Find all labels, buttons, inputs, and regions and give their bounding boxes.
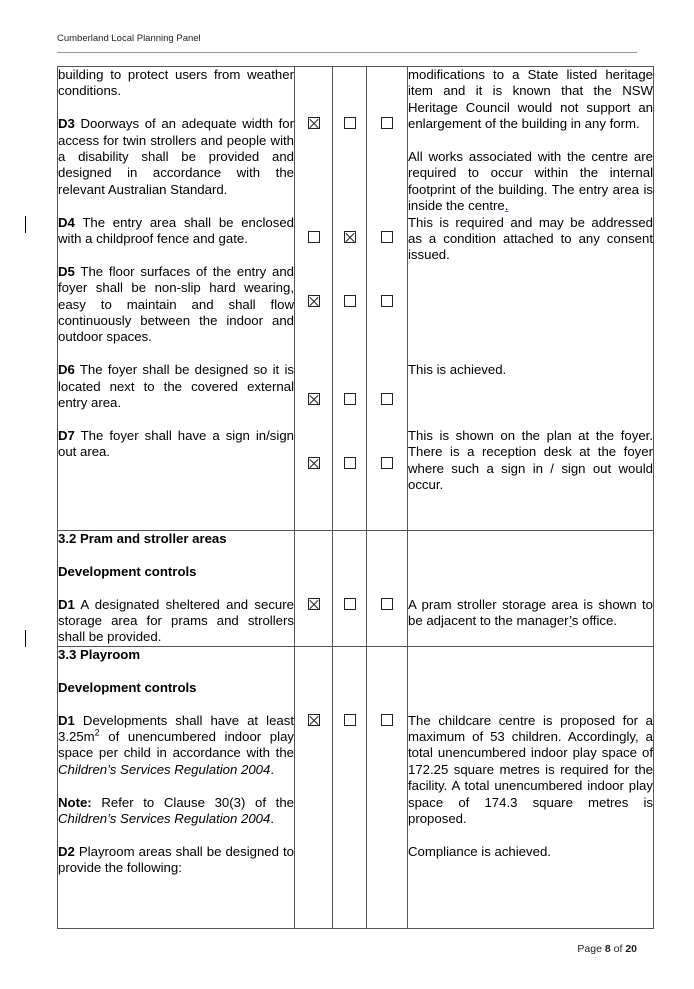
revision-bar [25,216,26,233]
no-column [333,67,367,531]
control-d6: D6 The foyer shall be designed so it is located next to the covered external entry area. [58,362,294,411]
control-d4: D4 The entry area shall be enclosed with a childproof fence and gate. [58,214,294,247]
checkbox[interactable] [381,231,393,243]
comment-compliance: Compliance is achieved. [408,843,551,859]
checkbox-checked[interactable] [308,598,320,610]
checkbox[interactable] [308,231,320,243]
section-subheading: Development controls [58,563,197,579]
requirement-cell [58,67,295,531]
checkbox-checked[interactable] [344,231,356,243]
comment-cell [408,67,654,531]
checkbox-checked[interactable] [308,393,320,405]
control-d2: D2 Playroom areas shall be designed to provide the following: [58,843,294,876]
requirement-cell [58,647,295,929]
comment-heritage: modifications to a State listed heritage item and it is known that the NSW Heritage Council would not support an enlargement of the building in any form. [408,67,653,132]
no-column [333,531,367,647]
comment-d7: This is shown on the plan at the foyer. There is a reception desk at the foyer where such a sign in / sign out would occur. [408,427,653,492]
control-d3: D3 Doorways of an adequate width for access for twin strollers and people with a disability shall be provided and designed in accordance with the relevant Australian Standard. [58,116,294,197]
section-subheading: Development controls [58,679,197,695]
yes-column [295,647,333,929]
revision-bar [25,630,26,647]
section-heading: 3.2 Pram and stroller areas [58,531,227,546]
checkbox[interactable] [344,598,356,610]
checkbox[interactable] [381,295,393,307]
checkbox-checked[interactable] [308,295,320,307]
checkbox[interactable] [381,117,393,129]
no-column [333,647,367,929]
comment-play-space: The childcare centre is proposed for a maximum of 53 children. Accordingly, a total unencumbered indoor play space of 172.25 square metres is required for the facility. A total unencumbered indoor play space of 174.3 square metres is proposed. [408,712,653,826]
na-column [367,67,408,531]
req-intro: building to protect users from weather conditions. [58,67,294,99]
comment-d4: This is required and may be addressed as a condition attached to any consent issued. [408,214,653,263]
page-header: Cumberland Local Planning Panel [57,33,201,44]
na-column [367,647,408,929]
section-heading: 3.3 Playroom [58,647,141,662]
checkbox-checked[interactable] [308,457,320,469]
checkbox-checked[interactable] [308,714,320,726]
checkbox[interactable] [344,714,356,726]
comment-internal-footprint: All works associated with the centre are required to occur within the internal footprint of the building. The entry area is inside the centre. [408,149,653,214]
checkbox[interactable] [381,393,393,405]
checkbox[interactable] [381,714,393,726]
table-row [58,67,654,531]
comment-cell [408,531,654,647]
checkbox[interactable] [381,598,393,610]
checkbox-checked[interactable] [308,117,320,129]
checkbox[interactable] [344,295,356,307]
comment-pram-storage: A pram stroller storage area is shown to be adjacent to the manager’s office. [408,596,653,628]
checkbox[interactable] [344,117,356,129]
note: Note: Refer to Clause 30(3) of the Children’s Services Regulation 2004. [58,794,294,827]
table-row [58,531,654,647]
yes-column [295,67,333,531]
checkbox[interactable] [381,457,393,469]
requirement-cell [58,531,295,647]
checkbox[interactable] [344,393,356,405]
control-d1: D1 Developments shall have at least $3.25m^2$ of unencumbered indoor play space per child in accordance with the Children’s Services Regulation 2004. [58,712,294,777]
yes-column [295,531,333,647]
na-column [367,531,408,647]
comment-cell [408,647,654,929]
control-d1: D1 A designated sheltered and secure storage area for prams and strollers shall be provided. [58,596,294,645]
compliance-table [57,66,654,929]
header-rule [57,52,637,53]
checkbox[interactable] [344,457,356,469]
table-row [58,647,654,929]
control-d7: D7 The foyer shall have a sign in/sign out area. [58,427,294,460]
page-footer: Page 8 of 20 [577,943,637,955]
control-d5: D5 The floor surfaces of the entry and foyer shall be non-slip hard wearing, easy to maintain and shall flow continuously between the indoor and outdoor spaces. [58,263,294,345]
comment-d6: This is achieved. [408,362,507,378]
